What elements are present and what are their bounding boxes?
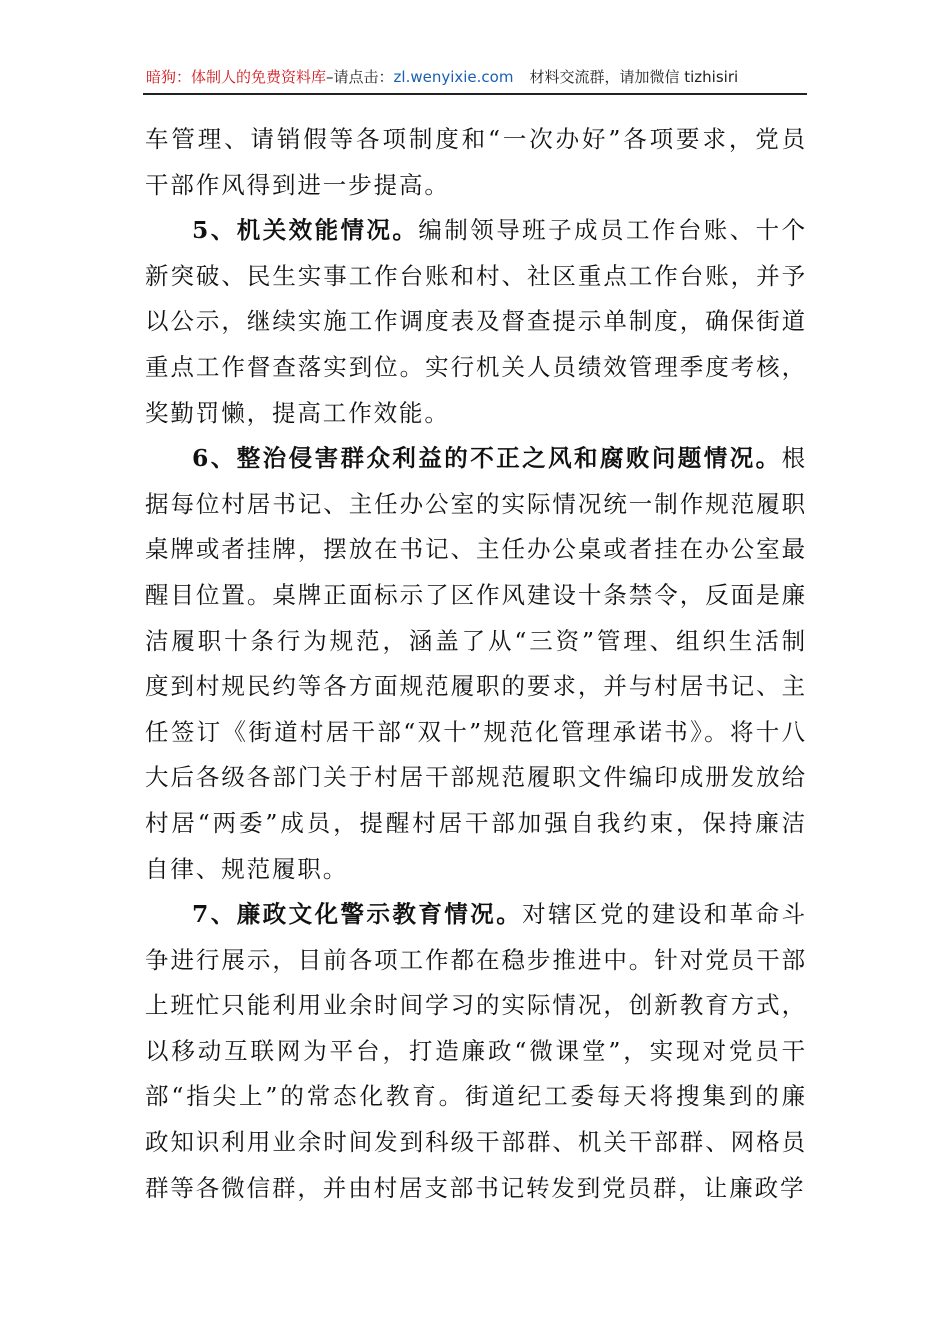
section-heading-7: 7、廉政文化警示教育情况。 xyxy=(192,900,523,929)
header-brand: 暗狗：体制人的免费资料库 xyxy=(146,68,327,86)
paragraph-efficiency xyxy=(145,208,807,436)
paragraph-education xyxy=(145,892,807,1211)
section-text-7: 对辖区党的建设和革命斗争进行展示，目前各项工作都在稳步推进中。针对党员干部上班忙只能利用业余时间学习的实际情况，创新教育方式，以移动互联网为平台，打造廉政“微课堂”，实现对党员干部“指尖上”的常态化教育。街道纪工委每天将搜集到的廉政知识利用业余时间发到科级干部群、机关干部群、网格员群等各微信群，并由村居支部书记转发到党员群，让廉政学 xyxy=(145,900,807,1202)
section-heading-5: 5、机关效能情况。 xyxy=(192,216,419,245)
document-body xyxy=(145,117,807,1211)
header-divider xyxy=(143,93,807,95)
section-heading-6: 6、整治侵害群众利益的不正之风和腐败问题情况。 xyxy=(192,444,782,473)
header-link[interactable]: zl.wenyixie.com xyxy=(393,68,514,86)
section-text-6: 根据每位村居书记、主任办公室的实际情况统一制作规范履职桌牌或者挂牌，摆放在书记、主任办公桌或者挂在办公室最醒目位置。桌牌正面标示了区作风建设十条禁令，反面是廉洁履职十条行为规范，涵盖了从“三资”管理、组织生活制度到村规民约等各方面规范履职的要求，并与村居书记、主任签订《街道村居干部“双十”规范化管理承诺书》。将十八大后各级各部门关于村居干部规范履职文件编印成册发放给村居“两委”成员，提醒村居干部加强自我约束，保持廉洁自律、规范履职。 xyxy=(145,444,807,883)
paragraph-corruption xyxy=(145,436,807,892)
section-text-5: 编制领导班子成员工作台账、十个新突破、民生实事工作台账和村、社区重点工作台账，并予以公示，继续实施工作调度表及督查提示单制度，确保街道重点工作督查落实到位。实行机关人员绩效管理季度考核，奖勤罚懒，提高工作效能。 xyxy=(145,216,808,427)
page-header xyxy=(146,66,806,96)
header-contact: 材料交流群，请加微信 tizhisiri xyxy=(529,68,739,86)
paragraph-continued: 车管理、请销假等各项制度和“一次办好”各项要求，党员干部作风得到进一步提高。 xyxy=(145,125,807,199)
header-link-prefix: –请点击： xyxy=(326,68,394,86)
